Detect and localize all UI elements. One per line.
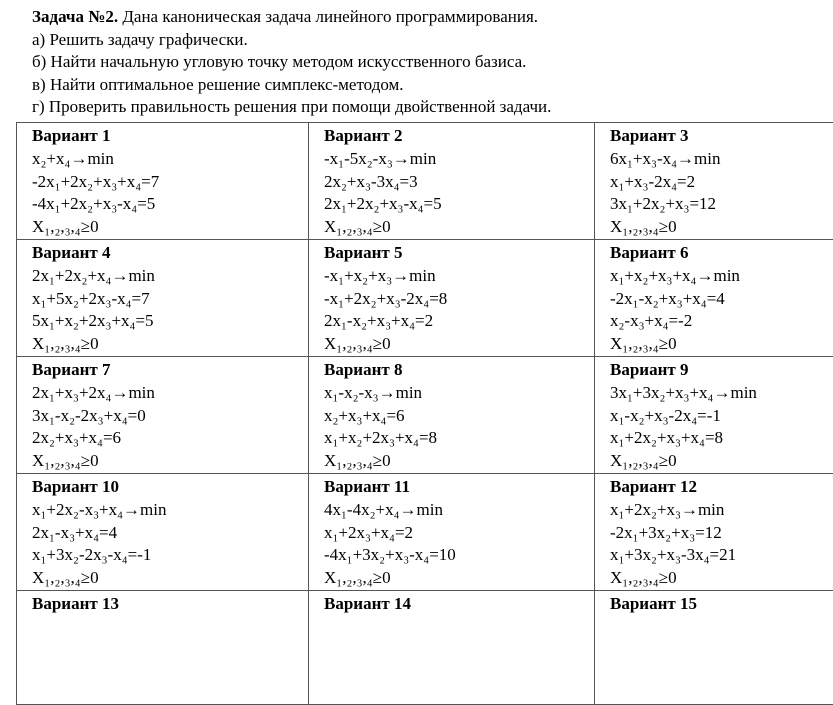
variant-title: Вариант 14 [324, 593, 594, 616]
constraint-equation: x₁+2x₃+x₄=2 [324, 522, 594, 545]
task-item-c: в) Найти оптимальное решение симплекс-методом. [32, 74, 551, 97]
variant-title: Вариант 10 [32, 476, 308, 499]
task-item-a: а) Решить задачу графически. [32, 29, 551, 52]
variant-title: Вариант 11 [324, 476, 594, 499]
variant-cell [309, 356, 595, 473]
variant-cell [17, 356, 309, 473]
nonnegativity-constraint: X₁,₂,₃,₄≥0 [610, 567, 833, 590]
nonnegativity-constraint: X₁,₂,₃,₄≥0 [32, 450, 308, 473]
table-row [17, 356, 833, 473]
constraint-equation: x₁+2x₂+x₃+x₄=8 [610, 427, 833, 450]
objective-function: 4x₁-4x₂+x₄→min [324, 499, 594, 522]
constraint-equation: x₂-x₃+x₄=-2 [610, 310, 833, 333]
variant-title: Вариант 12 [610, 476, 833, 499]
constraint-equation: x₁+3x₂+x₃-3x₄=21 [610, 544, 833, 567]
variant-title: Вариант 1 [32, 125, 308, 148]
variant-cell [595, 473, 833, 590]
variant-title: Вариант 15 [610, 593, 833, 616]
constraint-equation: x₂+x₃+x₄=6 [324, 405, 594, 428]
objective-function: 6x₁+x₃-x₄→min [610, 148, 833, 171]
constraint-equation: -x₁+2x₂+x₃-2x₄=8 [324, 288, 594, 311]
variant-cell [309, 473, 595, 590]
constraint-equation: 5x₁+x₂+2x₃+x₄=5 [32, 310, 308, 333]
constraint-equation: 3x₁-x₂-2x₃+x₄=0 [32, 405, 308, 428]
task-heading [32, 6, 551, 29]
nonnegativity-constraint: X₁,₂,₃,₄≥0 [610, 216, 833, 239]
constraint-equation: x₁+5x₂+2x₃-x₄=7 [32, 288, 308, 311]
table-row [17, 239, 833, 356]
variant-cell [17, 239, 309, 356]
table-row [17, 473, 833, 590]
objective-function: x₂+x₄→min [32, 148, 308, 171]
variant-cell [17, 123, 309, 240]
variant-cell [309, 123, 595, 240]
constraint-equation: -4x₁+3x₂+x₃-x₄=10 [324, 544, 594, 567]
task-text: Дана каноническая задача линейного программирования. [118, 7, 538, 26]
variant-cell [595, 590, 833, 704]
variant-cell [595, 239, 833, 356]
variant-cell [595, 123, 833, 240]
constraint-equation: x₁+x₂+2x₃+x₄=8 [324, 427, 594, 450]
constraint-equation: x₁-x₂+x₃-2x₄=-1 [610, 405, 833, 428]
objective-function: x₁-x₂-x₃→min [324, 382, 594, 405]
variant-title: Вариант 3 [610, 125, 833, 148]
constraint-equation: x₁+x₃-2x₄=2 [610, 171, 833, 194]
nonnegativity-constraint: X₁,₂,₃,₄≥0 [32, 333, 308, 356]
variant-title: Вариант 8 [324, 359, 594, 382]
variant-cell [17, 590, 309, 704]
objective-function: x₁+2x₂-x₃+x₄→min [32, 499, 308, 522]
variant-title: Вариант 13 [32, 593, 308, 616]
constraint-equation: -2x₁+2x₂+x₃+x₄=7 [32, 171, 308, 194]
constraint-equation: 2x₂+x₃+x₄=6 [32, 427, 308, 450]
task-item-b: б) Найти начальную угловую точку методом искусственного базиса. [32, 51, 551, 74]
constraint-equation: -2x₁-x₂+x₃+x₄=4 [610, 288, 833, 311]
nonnegativity-constraint: X₁,₂,₃,₄≥0 [610, 450, 833, 473]
constraint-equation: 2x₁-x₂+x₃+x₄=2 [324, 310, 594, 333]
objective-function: x₁+2x₂+x₃→min [610, 499, 833, 522]
variant-title: Вариант 7 [32, 359, 308, 382]
constraint-equation: x₁+3x₂-2x₃-x₄=-1 [32, 544, 308, 567]
objective-function: x₁+x₂+x₃+x₄→min [610, 265, 833, 288]
nonnegativity-constraint: X₁,₂,₃,₄≥0 [324, 450, 594, 473]
task-item-d: г) Проверить правильность решения при помощи двойственной задачи. [32, 96, 551, 119]
variant-title: Вариант 4 [32, 242, 308, 265]
objective-function: 3x₁+3x₂+x₃+x₄→min [610, 382, 833, 405]
nonnegativity-constraint: X₁,₂,₃,₄≥0 [32, 567, 308, 590]
variant-cell [309, 590, 595, 704]
task-label: Задача №2. [32, 7, 118, 26]
task-intro [32, 6, 551, 119]
nonnegativity-constraint: X₁,₂,₃,₄≥0 [324, 333, 594, 356]
objective-function: 2x₁+x₃+2x₄→min [32, 382, 308, 405]
constraint-equation: 2x₁-x₃+x₄=4 [32, 522, 308, 545]
nonnegativity-constraint: X₁,₂,₃,₄≥0 [32, 216, 308, 239]
constraint-equation: 2x₂+x₃-3x₄=3 [324, 171, 594, 194]
constraint-equation: 2x₁+2x₂+x₃-x₄=5 [324, 193, 594, 216]
table-row [17, 123, 833, 240]
variants-table [16, 122, 833, 705]
nonnegativity-constraint: X₁,₂,₃,₄≥0 [610, 333, 833, 356]
objective-function: -x₁-5x₂-x₃→min [324, 148, 594, 171]
objective-function: 2x₁+2x₂+x₄→min [32, 265, 308, 288]
variant-title: Вариант 2 [324, 125, 594, 148]
variant-cell [309, 239, 595, 356]
constraint-equation: 3x₁+2x₂+x₃=12 [610, 193, 833, 216]
variant-cell [17, 473, 309, 590]
constraint-equation: -2x₁+3x₂+x₃=12 [610, 522, 833, 545]
variant-cell [595, 356, 833, 473]
variant-title: Вариант 6 [610, 242, 833, 265]
nonnegativity-constraint: X₁,₂,₃,₄≥0 [324, 567, 594, 590]
nonnegativity-constraint: X₁,₂,₃,₄≥0 [324, 216, 594, 239]
objective-function: -x₁+x₂+x₃→min [324, 265, 594, 288]
variant-title: Вариант 9 [610, 359, 833, 382]
table-row [17, 590, 833, 704]
variant-title: Вариант 5 [324, 242, 594, 265]
constraint-equation: -4x₁+2x₂+x₃-x₄=5 [32, 193, 308, 216]
